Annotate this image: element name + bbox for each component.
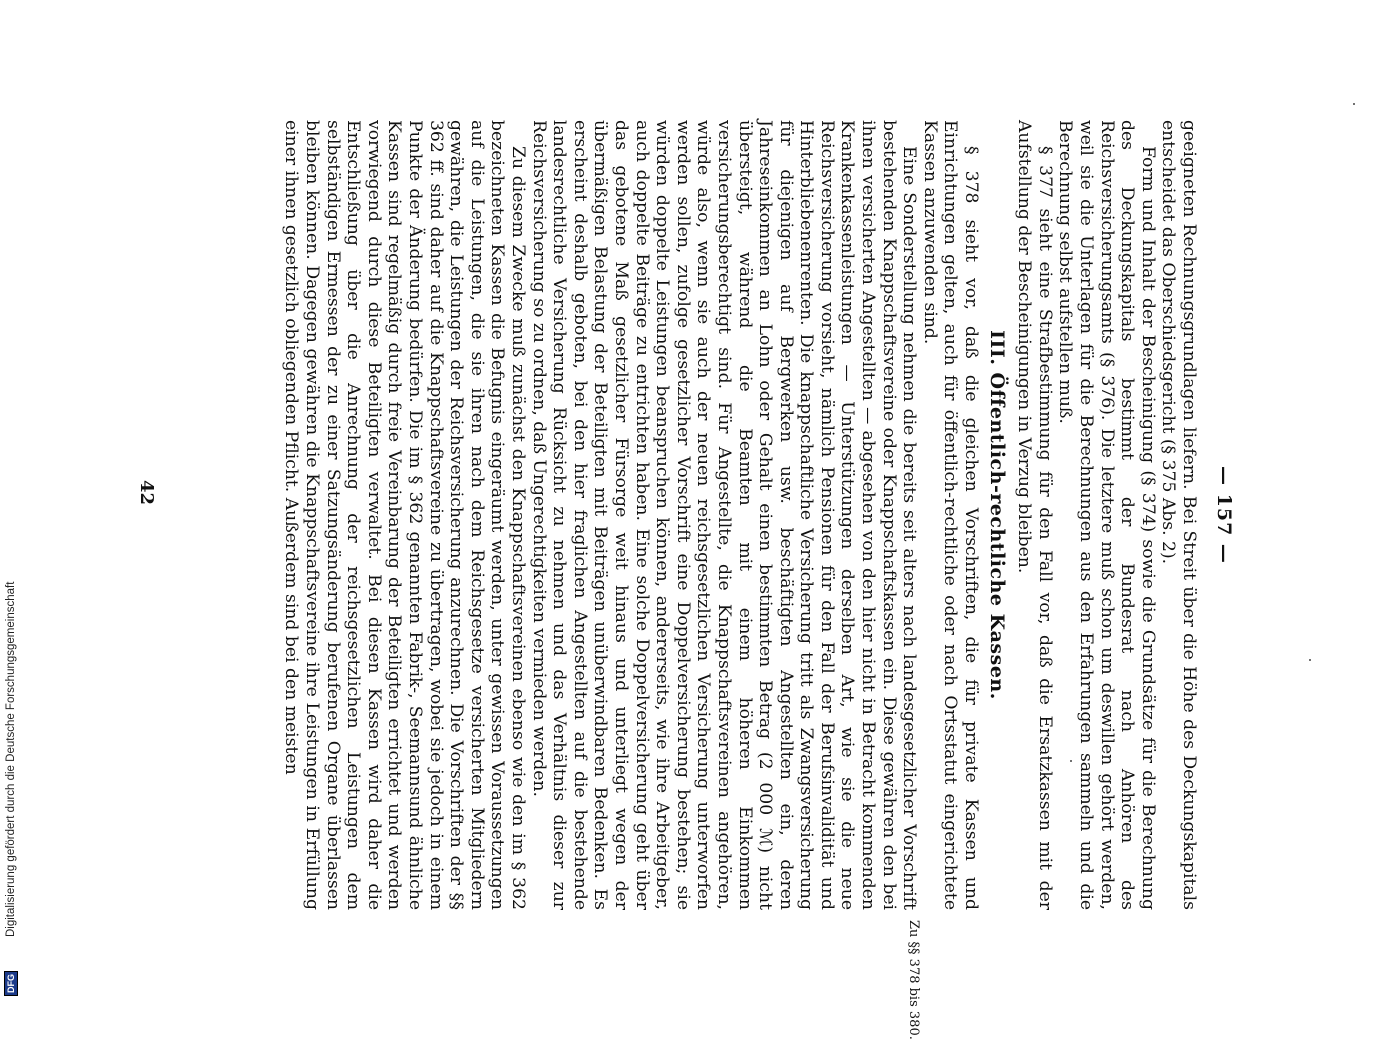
paragraph: Zu diesem Zwecke muß zunächst den Knappschaftsvereinen ebenso wie den im § 362 bezeichneten Kassen die Befugnis eingeräumt werden, unter gewissen Voraussetzungen auf die Leistungen, die sie ihren nach dem Reichsgesetze versicherten Mitgliedern gewähren, die Leistungen der Reichsversicherung anzurechnen. Die Vorschriften der §§ 362 ff. sind daher auf die Knappschaftsvereine zu übertragen, wobei sie jedoch in einem Punkte der Änderung bedürfen. Die im § 362 genannten Fabrik-, Seemannsund ähnliche Kassen sind regelmäßig durch freie Vereinbarung der Beteiligten errichtet und werden vorwiegend durch diese Beteiligten verwaltet. Bei diesen Kassen wird daher die Entschließung über die Anrechnung der reichsgesetzlichen Leistungen dem selbständigen Ermessen der zu einer Satzungsänderung berufenen Organe überlassen bleiben können. Dagegen gewähren die Knappschaftsvereine ihre Leistungen in Erfüllung einer ihnen gesetzlich obliegenden Pflicht. Außerdem sind bei den meisten <box>281 120 528 910</box>
signature-mark: 42 <box>136 480 157 506</box>
section-heading: III. Öffentlich-rechtliche Kassen. <box>985 330 1008 700</box>
paragraph: Eine Sonderstellung nehmen die bereits seit alters nach landesgesetzlicher Vorschrift bestehenden Knappschaftsvereine oder Knappschaftskassen ein. Diese gewähren den bei ihnen versicherten Angestellten — abgesehen von den hier nicht in Betracht kommenden Krankenkassenleistungen — Unterstützungen derselben Art, wie sie die neue Reichsversicherung vorsieht, nämlich Pensionen für den Fall der Berufsinvalidität und Hinterbliebenenrenten. Die knappschaftliche Versicherung tritt als Zwangsversicherung für diejenigen auf Bergwerken usw. beschäftigten Angestellten ein, deren Jahreseinkommen an Lohn oder Gehalt einen bestimmten Betrag (2 000 ℳ) nicht übersteigt, während die Beamten mit einem höheren Einkommen versicherungsberechtigt sind. Für Angestellte, die Knappschaftsvereinen angehören, würde also, wenn sie auch der neuen reichsgesetzlichen Versicherung unterworfen werden sollen, zufolge gesetzlicher Vorschrift eine Doppelversicherung bestehen; sie würden doppelte Leistungen beanspruchen können, andererseits, wie ihre Arbeitgeber, auch doppelte Beiträge zu entrichten haben. Eine solche Doppelversicherung geht über das gebotene Maß gesetzlicher Fürsorge weit hinaus und unterliegt wegen der übermäßigen Belastung der Beteiligten mit Beiträgen unüberwindbaren Bedenken. Es erscheint deshalb geboten, bei den hier fraglichen Angestellten auf die bestehende landesrechtliche Versicherung Rücksicht zu nehmen und das Verhältnis dieser zur Reichsversicherung so zu ordnen, daß Ungerechtigkeiten vermieden werden. <box>528 120 920 910</box>
margin-note: Zu §§ 378 bis 380. <box>906 920 921 1040</box>
paragraph: § 377 sieht eine Strafbestimmung für den Fall vor, daß die Ersatzkassen mit der Aufstellung der Bescheinigungen in Verzug bleiben. <box>1014 120 1055 910</box>
paragraph: § 378 sieht vor, daß die gleichen Vorschriften, die für private Kassen und Einrichtungen gelten, auch für öffentlich-rechtliche oder nach Ortsstatut eingerichtete Kassen anzuwenden sind. <box>919 120 982 910</box>
page-body <box>281 120 1199 1040</box>
paragraph: geeigneten Rechnungsgrundlagen liefern. Bei Streit über die Höhe des Deckungskapitals entscheidet das Oberschiedsgericht (§ 375 Abs. 2). <box>1158 120 1199 910</box>
scan-speck <box>1353 103 1355 105</box>
running-head: — 157 — <box>1213 466 1235 564</box>
scan-speck <box>1070 760 1072 762</box>
digitization-credit <box>0 0 22 1000</box>
rotated-page <box>125 120 1235 1040</box>
dfg-logo: DFG <box>4 971 18 996</box>
paragraph: Form und Inhalt der Bescheinigung (§ 374) sowie die Grundsätze für die Berechnung des Deckungskapitals bestimmt der Bundesrat nach Anhören des Reichsversicherungsamts (§ 376). Die letztere muß schon um deswillen gehört werden, weil sie die Unterlagen für die Berechnungen aus den Erfahrungen sammeln und die Berechnung selbst aufstellen muß. <box>1055 120 1158 910</box>
credit-text: Digitalisierung gefördert durch die Deutsche Forschungsgemeinschaft <box>5 581 17 937</box>
scan-speck <box>1309 659 1311 661</box>
